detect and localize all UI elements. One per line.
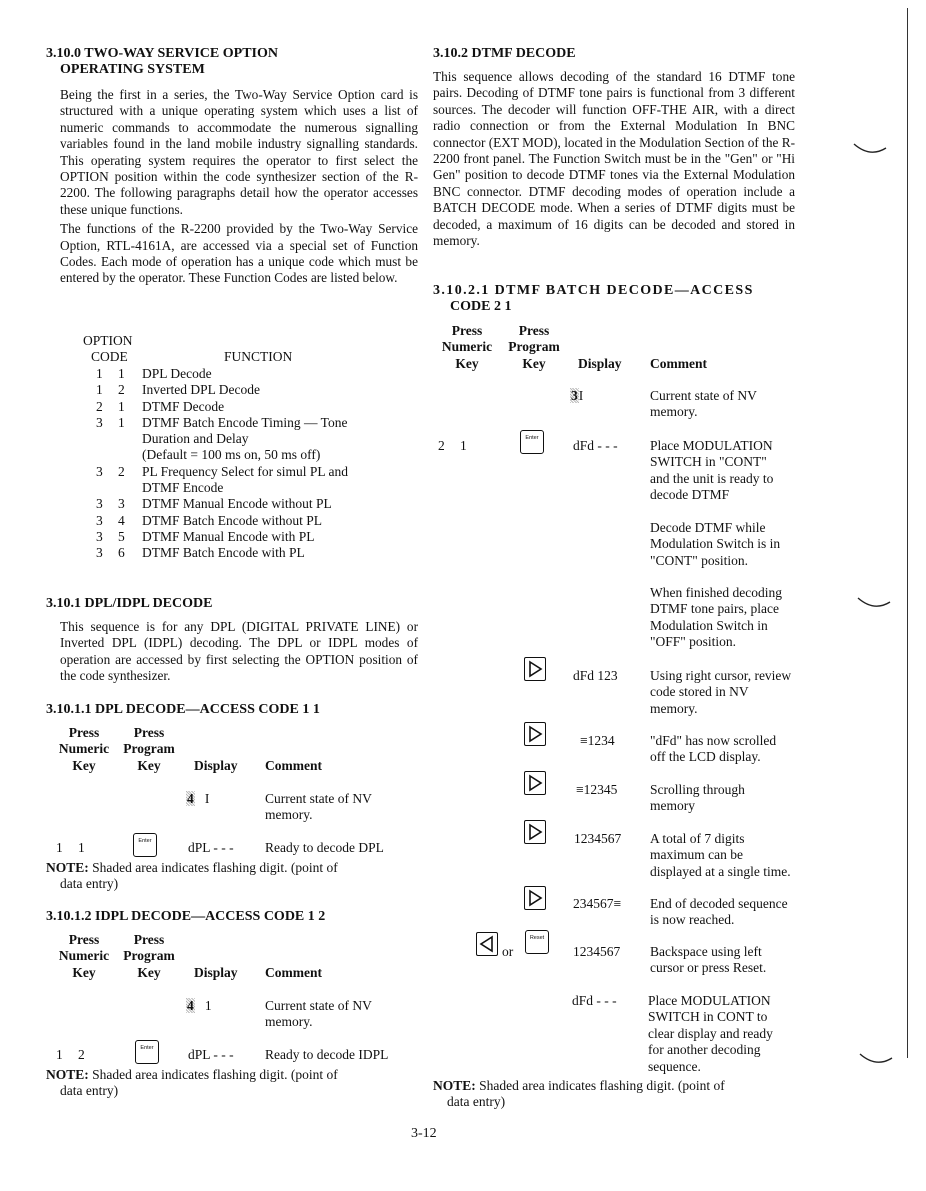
display-value: 1234567 xyxy=(573,944,621,959)
col-display-header: Display xyxy=(578,356,622,371)
comment-text: Current state of NV memory. xyxy=(265,998,372,1030)
margin-mark xyxy=(856,594,892,612)
display-value: dFd 123 xyxy=(573,668,618,683)
comment-text: A total of 7 digits maximum can be displayed at a single time. xyxy=(650,831,791,879)
function-name: PL Frequency Select for simul PL and xyxy=(142,463,348,479)
margin-mark xyxy=(852,140,888,158)
enter-key-icon: Enter xyxy=(135,1040,159,1064)
function-name: DTMF Batch Encode with PL xyxy=(142,545,305,561)
code-digit-2: 5 xyxy=(118,528,125,544)
function-code-row xyxy=(96,366,426,382)
display-value: 4 1 xyxy=(187,998,212,1013)
function-code-row xyxy=(96,399,426,415)
section-3-10-0-title: 3.10.0 TWO-WAY SERVICE OPTION OPERATING SYSTEM xyxy=(46,46,278,77)
code-digit-1: 2 xyxy=(96,398,103,414)
code-digit-2: 1 xyxy=(118,366,125,381)
function-header: FUNCTION xyxy=(224,349,293,364)
comment-text: Decode DTMF while Modulation Switch is in "CONT" position. xyxy=(650,520,781,568)
code-digit-1: 1 xyxy=(96,382,103,398)
code-digit-1: 3 xyxy=(96,414,103,430)
function-name: DTMF Decode xyxy=(142,398,225,414)
col-numeric-key-header: Press Numeric Key xyxy=(58,725,110,773)
shaded-note: NOTE: Shaded area indicates flashing digit. (point of data entry) xyxy=(46,860,338,892)
display-value: 234567≡ xyxy=(573,896,622,911)
function-name: DTMF Batch Encode without PL xyxy=(142,512,322,528)
code-digit-1: 3 xyxy=(96,512,103,528)
code-digit-1: 3 xyxy=(96,545,103,561)
left-arrow-key-icon xyxy=(476,932,498,956)
display-value: dPL - - - xyxy=(188,840,234,855)
code-header: CODE xyxy=(91,349,128,364)
comment-text: When finished decoding DTMF tone pairs, place Modulation Switch in "OFF" position. xyxy=(650,585,782,650)
display-value: ≡1234 xyxy=(580,733,615,748)
section-3-10-1-2-title: 3.10.1.2 IDPL DECODE—ACCESS CODE 1 2 xyxy=(46,909,326,924)
function-code-row xyxy=(96,480,426,496)
code-digit-2: 3 xyxy=(118,496,125,512)
comment-text: Place MODULATION SWITCH in "CONT" and the unit is ready to decode DTMF xyxy=(650,438,774,503)
code-digit-2: 2 xyxy=(118,463,125,479)
comment-text: Current state of NV memory. xyxy=(650,388,757,420)
comment-text: Backspace using left cursor or press Reset. xyxy=(650,944,767,976)
comment-text: Using right cursor, review code stored in NV memory. xyxy=(650,668,792,716)
display-value: 3I xyxy=(571,388,584,403)
comment-text: Place MODULATION SWITCH in CONT to clear display and ready for another decoding sequence. xyxy=(648,993,773,1074)
enter-key-icon: Enter xyxy=(133,833,157,857)
numeric-key-digit: 2 xyxy=(78,1047,85,1062)
section-3-10-0-body xyxy=(60,87,418,287)
right-arrow-key-icon xyxy=(524,657,546,681)
comment-text: Ready to decode DPL xyxy=(265,840,384,855)
section-3-10-2-title: 3.10.2 DTMF DECODE xyxy=(433,46,576,61)
comment-text: Scrolling through memory xyxy=(650,782,745,814)
comment-text: "dFd" has now scrolled off the LCD display. xyxy=(650,733,777,765)
function-code-row xyxy=(96,415,426,431)
numeric-key-digit: 2 xyxy=(438,438,445,453)
function-name: Inverted DPL Decode xyxy=(142,382,260,398)
col-display-header: Display xyxy=(194,965,238,980)
code-digit-1: 3 xyxy=(96,528,103,544)
function-code-row xyxy=(96,513,426,529)
display-value: ≡12345 xyxy=(576,782,618,797)
display-value: dFd - - - xyxy=(572,993,617,1008)
dpl-idpl-paragraph: This sequence is for any DPL (DIGITAL PRIVATE LINE) or Inverted DPL (IDPL) decoding. The DPL or IDPL modes of operation are accessed by first selecting the OPTION position of the code synthesizer. xyxy=(60,619,418,684)
code-digit-1: 3 xyxy=(96,496,103,512)
function-code-row xyxy=(96,382,426,398)
numeric-key-digit: 1 xyxy=(56,1047,63,1062)
function-name: DTMF Batch Encode Timing — Tone xyxy=(142,414,348,430)
section-3-10-1-1-title: 3.10.1.1 DPL DECODE—ACCESS CODE 1 1 xyxy=(46,702,320,717)
col-comment-header: Comment xyxy=(265,965,322,980)
flashing-digit: 4 xyxy=(187,998,194,1013)
code-digit-1: 1 xyxy=(96,366,103,381)
right-arrow-key-icon xyxy=(524,722,546,746)
section-3-10-1-title: 3.10.1 DPL/IDPL DECODE xyxy=(46,596,213,611)
numeric-key-digit: 1 xyxy=(78,840,85,855)
shaded-note: NOTE: Shaded area indicates flashing digit. (point of data entry) xyxy=(46,1067,338,1099)
function-code-row xyxy=(96,431,426,447)
enter-key-icon: Enter xyxy=(520,430,544,454)
option-header: OPTION xyxy=(83,333,133,348)
flashing-digit: 3 xyxy=(571,388,578,403)
comment-text: End of decoded sequence is now reached. xyxy=(650,896,788,928)
code-digit-2: 6 xyxy=(118,545,125,561)
function-code-row xyxy=(96,529,426,545)
function-name: DTMF Manual Encode without PL xyxy=(142,496,332,512)
numeric-key-digit: 1 xyxy=(56,840,63,855)
comment-text: Ready to decode IDPL xyxy=(265,1047,389,1062)
code-digit-2: 1 xyxy=(118,414,125,430)
col-numeric-key-header: Press Numeric Key xyxy=(441,323,493,371)
function-code-row xyxy=(96,447,426,463)
function-name: DTMF Manual Encode with PL xyxy=(142,528,315,544)
comment-text: Current state of NV memory. xyxy=(265,791,372,823)
code-digit-2: 2 xyxy=(118,382,125,398)
code-digit-2: 4 xyxy=(118,512,125,528)
or-label: or xyxy=(502,944,514,959)
function-name: Duration and Delay xyxy=(142,431,249,447)
col-numeric-key-header: Press Numeric Key xyxy=(58,932,110,980)
page-number: 3-12 xyxy=(411,1126,437,1141)
col-program-key-header: Press Program Key xyxy=(123,725,175,773)
display-value: 4 I xyxy=(187,791,210,806)
right-arrow-key-icon xyxy=(524,771,546,795)
function-name: DPL Decode xyxy=(142,366,212,381)
display-value: dFd - - - xyxy=(573,438,618,453)
shaded-note: NOTE: Shaded area indicates flashing digit. (point of data entry) xyxy=(433,1078,725,1110)
section-3-10-2-1-title: 3.10.2.1 DTMF BATCH DECODE—ACCESS CODE 2 1 xyxy=(433,283,754,314)
col-display-header: Display xyxy=(194,758,238,773)
dtmf-decode-paragraph: This sequence allows decoding of the standard 16 DTMF tone pairs. Decoding of DTMF tone pairs is functional from 3 different sources. The decoder will function OFF-THE AIR, with a direct radio connection or from the External Modulation In BNC connector (EXT MOD), located in the Modulation Section of the R-2200 front panel. The Function Switch must be in the "Gen" or "Hi Gen" position to decode DTMF tones via the External Modulation BNC connector. DTMF decoding modes of operation include a BATCH DECODE mode. When a series of DTMF digits must be decoded, a maximum of 16 digits can be decoded and stored in memory. xyxy=(433,69,796,249)
numeric-key-digit: 1 xyxy=(460,438,467,453)
col-comment-header: Comment xyxy=(265,758,322,773)
function-name: (Default = 100 ms on, 50 ms off) xyxy=(142,447,321,463)
margin-mark xyxy=(858,1050,894,1068)
col-comment-header: Comment xyxy=(650,356,707,371)
function-code-row xyxy=(96,545,426,561)
code-digit-1: 3 xyxy=(96,463,103,479)
function-name: DTMF Encode xyxy=(142,480,224,496)
col-program-key-header: Press Program Key xyxy=(123,932,175,980)
section-3-10-1-body xyxy=(60,619,418,685)
function-code-row xyxy=(96,496,426,512)
code-digit-2: 1 xyxy=(118,398,125,414)
function-code-row xyxy=(96,464,426,480)
col-program-key-header: Press Program Key xyxy=(508,323,560,371)
section-3-10-2-body xyxy=(433,69,795,249)
flashing-digit: 4 xyxy=(187,791,194,806)
right-arrow-key-icon xyxy=(524,820,546,844)
reset-key-icon: Reset xyxy=(525,930,549,954)
right-arrow-key-icon xyxy=(524,886,546,910)
display-value: 1234567 xyxy=(574,831,622,846)
functions-paragraph: The functions of the R-2200 provided by the Two-Way Service Option, RTL-4161A, are accessed via a special set of Function Codes. Each mode of operation has a unique code which must be entered by the operator. These Function Codes are listed below. xyxy=(60,221,418,286)
display-value: dPL - - - xyxy=(188,1047,234,1062)
intro-paragraph: Being the first in a series, the Two-Way Service Option card is structured with a unique operating system which uses a list of numeric commands to accommodate the numerous signalling variables found in the land mobile industry signalling standards. This operating system requires the operator to first select the OPTION position within the code synthesizer section of the R-2200. The following paragraphs detail how the operator accesses these unique functions. xyxy=(60,87,418,217)
function-code-list xyxy=(96,366,426,562)
margin-rule xyxy=(907,8,908,1058)
